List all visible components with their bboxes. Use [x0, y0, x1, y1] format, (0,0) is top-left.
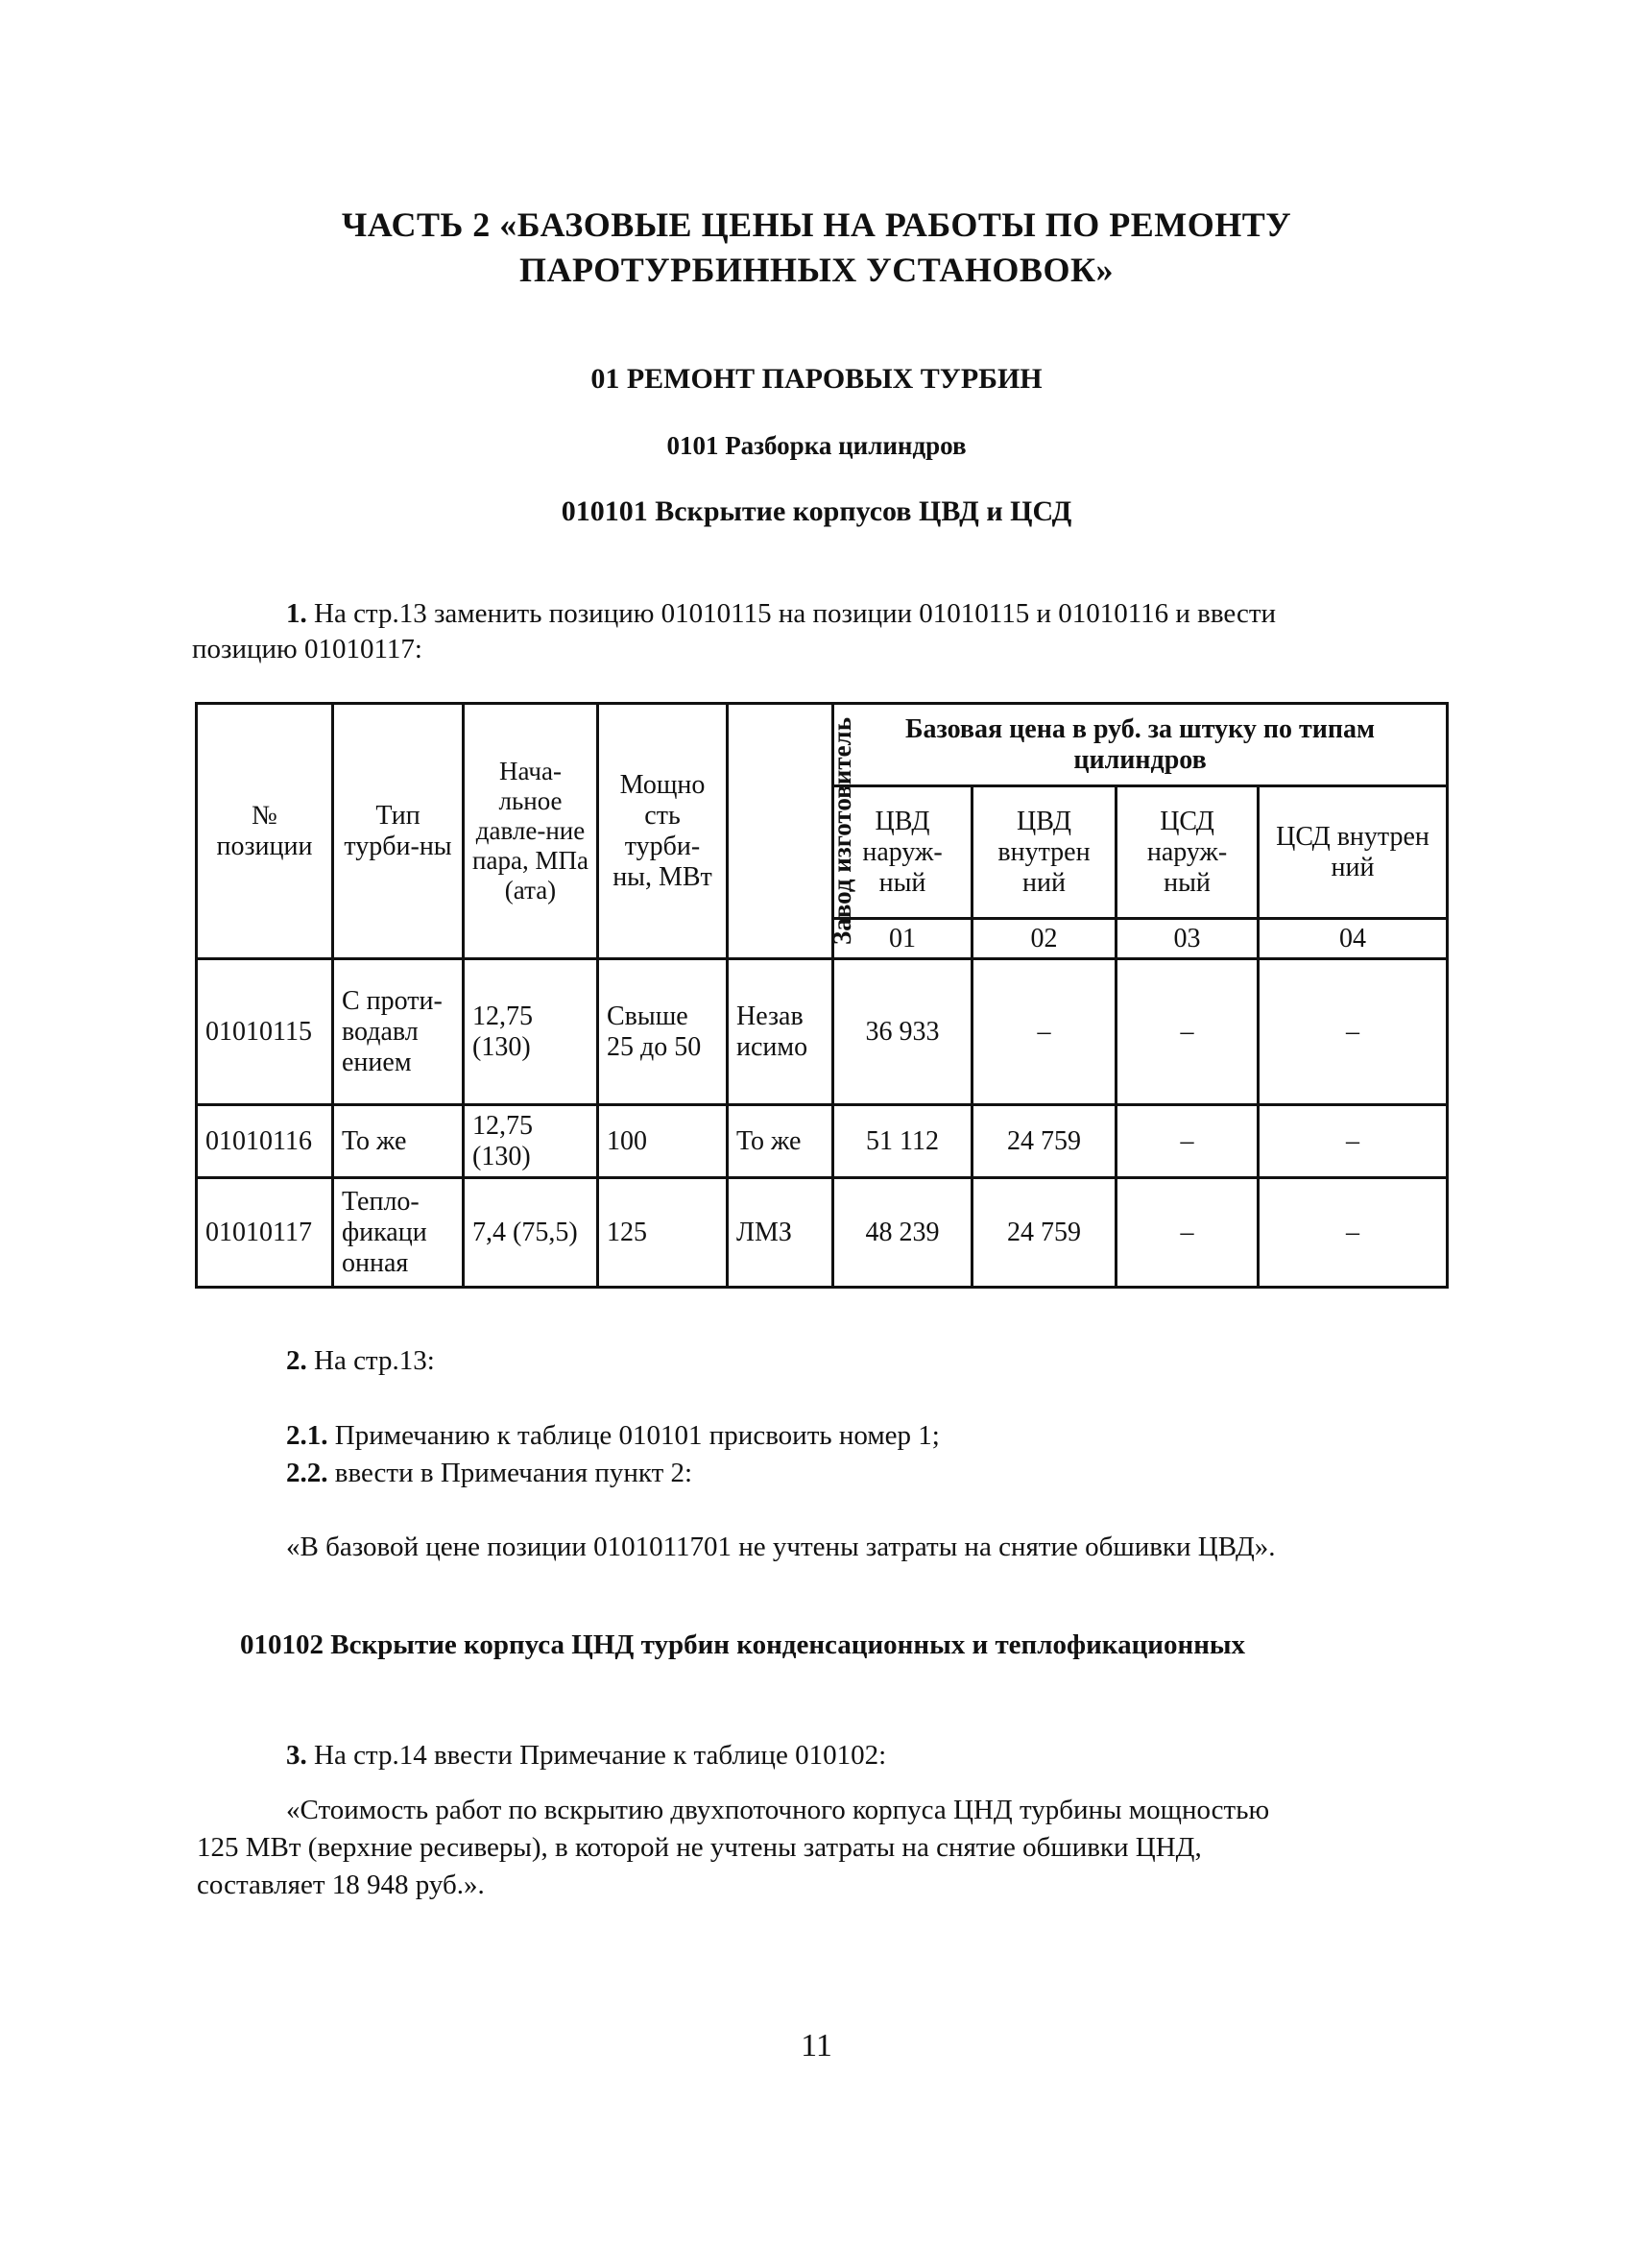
item-2	[286, 1344, 435, 1377]
header-pressure: Нача-льное давле-ние пара, МПа (ата)	[464, 704, 598, 959]
header-manufacturer	[728, 704, 856, 959]
item-1-text: На стр.13 заменить позицию 01010115 на позиции 01010115 и 01010116 и ввести	[314, 598, 1277, 629]
item-2-2-text: ввести в Примечания пункт 2:	[334, 1458, 693, 1488]
cell-power: 100	[598, 1105, 728, 1178]
cell-price-01: 48 239	[833, 1178, 973, 1288]
cell-price-04: –	[1259, 1178, 1448, 1288]
cell-price-03: –	[1117, 1178, 1259, 1288]
item-3	[286, 1739, 886, 1772]
cell-position: 01010117	[197, 1178, 333, 1288]
quote-note-2-line-3: составляет 18 948 руб.».	[197, 1870, 485, 1900]
price-table	[195, 702, 1449, 1289]
subsection-heading: 0101 Разборка цилиндров	[666, 431, 967, 460]
cell-price-01: 51 112	[833, 1105, 973, 1178]
header-code-03: 03	[1117, 919, 1259, 959]
item-2-1-text: Примечанию к таблице 010101 присвоить номер 1;	[334, 1420, 940, 1451]
header-code-01: 01	[833, 919, 973, 959]
cell-pressure: 7,4 (75,5)	[464, 1178, 598, 1288]
table-row	[197, 1178, 1448, 1288]
item-2-1-number: 2.1.	[286, 1420, 328, 1451]
item-3-text: На стр.14 ввести Примечание к таблице 010102:	[314, 1740, 887, 1771]
section-heading: 01 РЕМОНТ ПАРОВЫХ ТУРБИН	[590, 363, 1043, 395]
header-col-04: ЦСД внутрен ний	[1259, 786, 1448, 919]
subsubsection-heading-2: 010102 Вскрытие корпуса ЦНД турбин конденсационных и теплофикационных	[240, 1629, 1246, 1660]
header-code-02: 02	[973, 919, 1117, 959]
cell-position: 01010115	[197, 959, 333, 1105]
header-code-04: 04	[1259, 919, 1448, 959]
cell-pressure: 12,75 (130)	[464, 959, 598, 1105]
cell-price-02: 24 759	[973, 1178, 1117, 1288]
page-title-line-1: ЧАСТЬ 2 «БАЗОВЫЕ ЦЕНЫ НА РАБОТЫ ПО РЕМОНТУ	[341, 205, 1292, 244]
item-2-2	[286, 1457, 692, 1489]
table-row	[197, 959, 1448, 1105]
cell-price-04: –	[1259, 1105, 1448, 1178]
header-position: № позиции	[197, 704, 333, 959]
cell-price-03: –	[1117, 959, 1259, 1105]
page-title-line-2: ПАРОТУРБИННЫХ УСТАНОВОК»	[518, 251, 1115, 289]
header-manufacturer-label: Завод изготовитель	[827, 716, 856, 945]
cell-price-03: –	[1117, 1105, 1259, 1178]
cell-price-04: –	[1259, 959, 1448, 1105]
item-2-2-number: 2.2.	[286, 1458, 328, 1488]
subsubsection-heading: 010101 Вскрытие корпусов ЦВД и ЦСД	[561, 495, 1072, 527]
quote-note-2-line-1: «Стоимость работ по вскрытию двухпоточного корпуса ЦНД турбины мощностью	[286, 1795, 1270, 1825]
cell-turbine-type: С проти-водавл ением	[333, 959, 464, 1105]
cell-price-02: 24 759	[973, 1105, 1117, 1178]
cell-manufacturer: Незав исимо	[728, 959, 833, 1105]
header-col-02: ЦВД внутрен ний	[973, 786, 1117, 919]
header-col-01: ЦВД наруж-ный	[833, 786, 973, 919]
header-base-price: Базовая цена в руб. за штуку по типам цилиндров	[833, 704, 1448, 786]
table-row	[197, 1105, 1448, 1178]
cell-position: 01010116	[197, 1105, 333, 1178]
item-1-line-2: позицию 01010117:	[192, 634, 422, 664]
cell-price-02: –	[973, 959, 1117, 1105]
item-2-text: На стр.13:	[314, 1345, 435, 1376]
quote-note-1: «В базовой цене позиции 0101011701 не учтены затраты на снятие обшивки ЦВД».	[286, 1532, 1276, 1562]
cell-turbine-type: Тепло-фикаци онная	[333, 1178, 464, 1288]
page-number: 11	[801, 2028, 832, 2063]
cell-manufacturer: ЛМЗ	[728, 1178, 833, 1288]
item-2-number: 2.	[286, 1345, 307, 1376]
cell-turbine-type: То же	[333, 1105, 464, 1178]
item-1-line-1	[286, 597, 1448, 630]
header-power: Мощно сть турби-ны, МВт	[598, 704, 728, 959]
cell-power: Свыше 25 до 50	[598, 959, 728, 1105]
cell-power: 125	[598, 1178, 728, 1288]
cell-pressure: 12,75 (130)	[464, 1105, 598, 1178]
quote-note-2-line-2: 125 МВт (верхние ресиверы), в которой не учтены затраты на снятие обшивки ЦНД,	[197, 1832, 1202, 1863]
cell-price-01: 36 933	[833, 959, 973, 1105]
header-col-03: ЦСД наруж-ный	[1117, 786, 1259, 919]
item-1-number: 1.	[286, 598, 307, 629]
item-3-number: 3.	[286, 1740, 307, 1771]
cell-manufacturer: То же	[728, 1105, 833, 1178]
header-turbine-type: Тип турби-ны	[333, 704, 464, 959]
item-2-1	[286, 1419, 940, 1452]
